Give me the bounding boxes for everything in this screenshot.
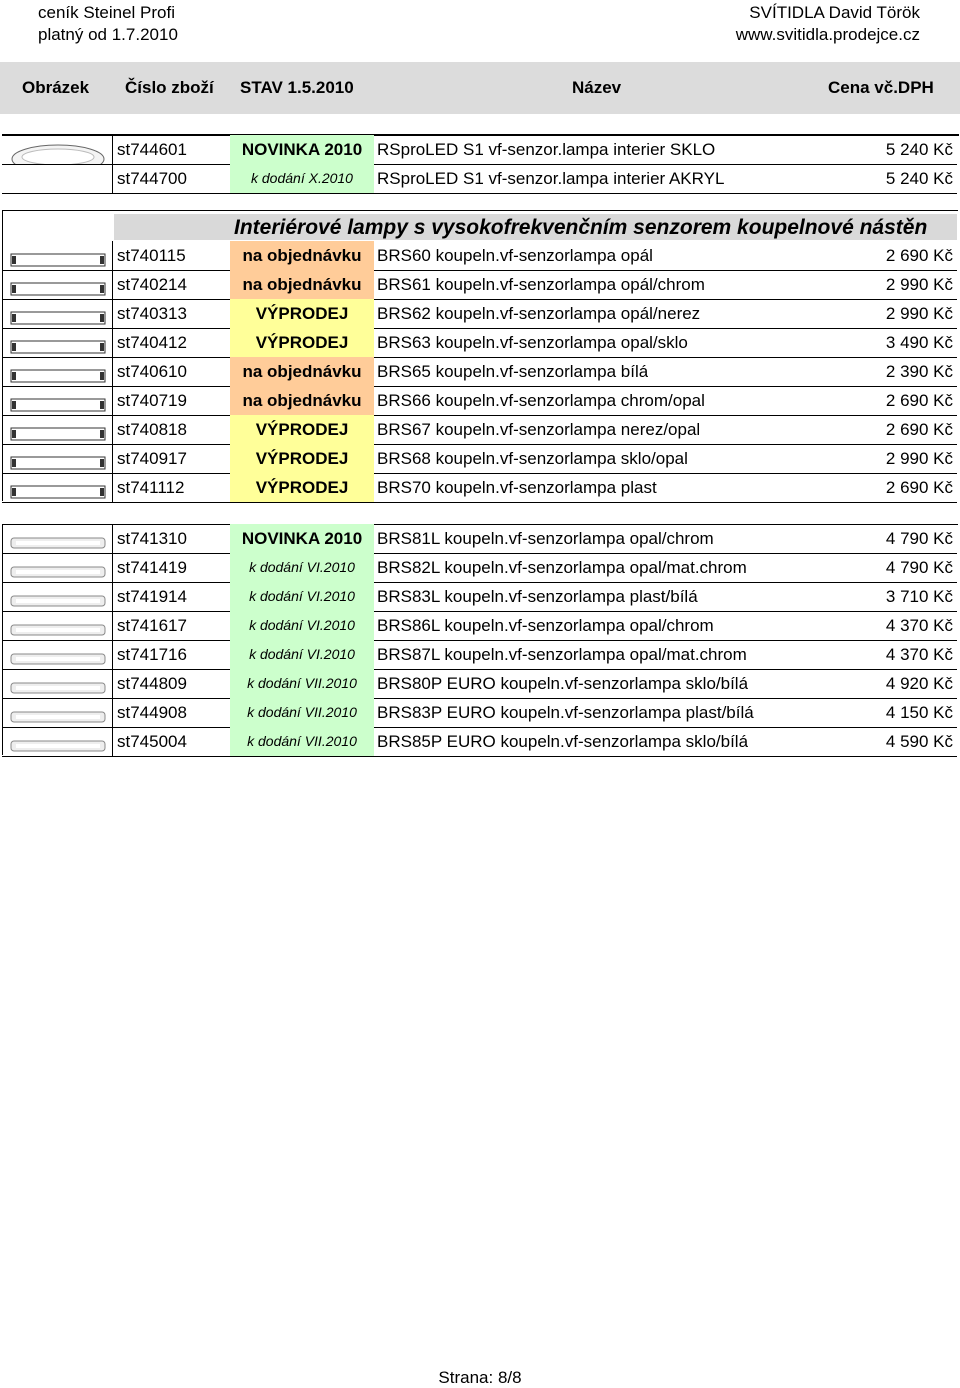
product-image	[2, 135, 113, 164]
table-row	[2, 698, 957, 728]
pricelist-title: ceník Steinel Profi	[38, 3, 176, 22]
table-row	[2, 553, 957, 583]
product-price: 4 790 Kč	[885, 558, 953, 577]
status-badge: k dodání VI.2010	[230, 582, 374, 611]
product-image	[2, 698, 113, 727]
table-row	[2, 357, 957, 387]
product-price: 2 990 Kč	[885, 275, 953, 294]
product-name: BRS70 koupeln.vf-senzorlampa plast	[377, 478, 657, 497]
table-row	[2, 473, 957, 503]
product-name: BRS66 koupeln.vf-senzorlampa chrom/opal	[377, 391, 705, 410]
product-image	[2, 524, 113, 553]
product-name: BRS80P EURO koupeln.vf-senzorlampa sklo/bílá	[377, 674, 749, 693]
bar-lamp-icon	[10, 393, 106, 415]
column-name: Název	[572, 78, 622, 97]
column-image: Obrázek	[22, 78, 90, 97]
tube-lamp-icon	[10, 734, 106, 756]
product-name: BRS83L koupeln.vf-senzorlampa plast/bílá	[377, 587, 698, 606]
column-status: STAV 1.5.2010	[240, 78, 354, 97]
status-badge: k dodání VII.2010	[230, 669, 374, 698]
bar-lamp-icon	[10, 422, 106, 444]
bar-lamp-icon	[10, 306, 106, 328]
product-name: BRS81L koupeln.vf-senzorlampa opal/chrom	[377, 529, 714, 548]
product-price: 2 690 Kč	[885, 420, 953, 439]
product-code: st745004	[117, 732, 187, 751]
product-price: 4 150 Kč	[885, 703, 953, 722]
product-code: st740313	[117, 304, 187, 323]
table-row	[2, 164, 957, 194]
product-code: st741914	[117, 587, 187, 606]
header-left	[38, 2, 178, 46]
table-row	[2, 582, 957, 612]
product-price: 5 240 Kč	[885, 140, 953, 159]
tube-lamp-icon	[10, 647, 106, 669]
product-price: 3 710 Kč	[885, 587, 953, 606]
table-row	[2, 611, 957, 641]
product-code: st740115	[117, 246, 186, 265]
bar-lamp-icon	[10, 364, 106, 386]
table-row	[2, 241, 957, 271]
product-name: BRS67 koupeln.vf-senzorlampa nerez/opal	[377, 420, 701, 439]
product-name: RSproLED S1 vf-senzor.lampa interier SKLO	[377, 140, 716, 159]
product-code: st744601	[117, 140, 187, 159]
product-price: 2 390 Kč	[885, 362, 953, 381]
table-row	[2, 386, 957, 416]
product-name: BRS62 koupeln.vf-senzorlampa opál/nerez	[377, 304, 701, 323]
product-code: st741716	[117, 645, 187, 664]
product-price: 4 370 Kč	[885, 616, 953, 635]
product-code: st740818	[117, 420, 187, 439]
product-price: 2 690 Kč	[885, 478, 953, 497]
product-image	[2, 386, 113, 415]
bar-lamp-icon	[10, 277, 106, 299]
product-image	[2, 444, 113, 473]
product-name: BRS68 koupeln.vf-senzorlampa sklo/opal	[377, 449, 688, 468]
table-row	[2, 135, 957, 165]
product-code: st741419	[117, 558, 187, 577]
status-badge: na objednávku	[230, 270, 374, 299]
product-image	[2, 473, 113, 502]
tube-lamp-icon	[10, 618, 106, 640]
table-row	[2, 270, 957, 300]
product-image	[2, 241, 113, 270]
product-code: st744809	[117, 674, 187, 693]
product-name: BRS61 koupeln.vf-senzorlampa opál/chrom	[377, 275, 705, 294]
product-code: st744700	[117, 169, 187, 188]
product-code: st740610	[117, 362, 187, 381]
product-image	[2, 357, 113, 386]
product-name: BRS85P EURO koupeln.vf-senzorlampa sklo/bílá	[377, 732, 749, 751]
product-code: st740719	[117, 391, 187, 410]
product-name: BRS82L koupeln.vf-senzorlampa opal/mat.chrom	[377, 558, 747, 577]
status-badge: na objednávku	[230, 357, 374, 386]
bar-lamp-icon	[10, 248, 106, 270]
column-code: Číslo zboží	[125, 78, 214, 97]
status-badge: NOVINKA 2010	[230, 524, 374, 553]
status-badge: VÝPRODEJ	[230, 328, 374, 357]
status-badge: na objednávku	[230, 386, 374, 415]
product-name: BRS87L koupeln.vf-senzorlampa opal/mat.chrom	[377, 645, 747, 664]
product-image	[2, 727, 113, 756]
product-image	[2, 270, 113, 299]
table-row	[2, 328, 957, 358]
product-code: st741617	[117, 616, 187, 635]
tube-lamp-icon	[10, 589, 106, 611]
bar-lamp-icon	[10, 451, 106, 473]
header-right	[736, 2, 920, 46]
column-header-row	[0, 62, 960, 114]
product-price: 4 790 Kč	[885, 529, 953, 548]
product-price: 5 240 Kč	[885, 169, 953, 188]
product-image	[2, 611, 113, 640]
table-row	[2, 640, 957, 670]
product-name: BRS63 koupeln.vf-senzorlampa opal/sklo	[377, 333, 688, 352]
tube-lamp-icon	[10, 705, 106, 727]
bar-lamp-icon	[10, 480, 106, 502]
status-badge: k dodání VI.2010	[230, 611, 374, 640]
valid-from: platný od 1.7.2010	[38, 25, 178, 44]
status-badge: VÝPRODEJ	[230, 299, 374, 328]
status-badge: k dodání VI.2010	[230, 640, 374, 669]
product-code: st741310	[117, 529, 187, 548]
tube-lamp-icon	[10, 560, 106, 582]
status-badge: VÝPRODEJ	[230, 444, 374, 473]
product-image	[2, 299, 113, 328]
column-price: Cena vč.DPH	[828, 78, 934, 97]
bar-lamp-icon	[10, 335, 106, 357]
table-row	[2, 299, 957, 329]
tube-lamp-icon	[10, 531, 106, 553]
product-price: 2 990 Kč	[885, 449, 953, 468]
product-price: 2 690 Kč	[885, 246, 953, 265]
product-image	[2, 164, 113, 193]
product-code: st740214	[117, 275, 187, 294]
product-name: BRS86L koupeln.vf-senzorlampa opal/chrom	[377, 616, 714, 635]
page-number: Strana: 8/8	[438, 1368, 522, 1387]
product-name: RSproLED S1 vf-senzor.lampa interier AKRYL	[377, 169, 725, 188]
product-price: 2 690 Kč	[885, 391, 953, 410]
status-badge: na objednávku	[230, 241, 374, 270]
status-badge: k dodání VII.2010	[230, 698, 374, 727]
product-code: st741112	[117, 478, 185, 497]
product-image	[2, 415, 113, 444]
table-row	[2, 669, 957, 699]
product-price: 4 920 Kč	[885, 674, 953, 693]
product-image	[2, 640, 113, 669]
product-name: BRS60 koupeln.vf-senzorlampa opál	[377, 246, 653, 265]
product-image	[2, 328, 113, 357]
round-ceiling-lamp-icon	[10, 139, 106, 164]
product-image	[2, 582, 113, 611]
product-code: st740412	[117, 333, 187, 352]
status-badge: k dodání VI.2010	[230, 553, 374, 582]
product-image	[2, 553, 113, 582]
table-row	[2, 524, 957, 554]
product-price: 4 590 Kč	[885, 732, 953, 751]
status-badge: NOVINKA 2010	[230, 135, 374, 164]
status-badge: VÝPRODEJ	[230, 473, 374, 502]
company-name: SVÍTIDLA David Török	[749, 3, 920, 22]
table-row	[2, 444, 957, 474]
product-price: 2 990 Kč	[885, 304, 953, 323]
section-title: Interiérové lampy s vysokofrekvenčním senzorem koupelnové nástěn	[114, 214, 957, 240]
table-row	[2, 727, 957, 757]
product-price: 4 370 Kč	[885, 645, 953, 664]
company-website[interactable]: www.svitidla.prodejce.cz	[735, 25, 920, 44]
product-price: 3 490 Kč	[885, 333, 953, 352]
product-image	[2, 669, 113, 698]
tube-lamp-icon	[10, 676, 106, 698]
status-badge: VÝPRODEJ	[230, 415, 374, 444]
status-badge: k dodání X.2010	[230, 164, 374, 193]
product-code: st740917	[117, 449, 187, 468]
product-name: BRS65 koupeln.vf-senzorlampa bílá	[377, 362, 649, 381]
table-row	[2, 415, 957, 445]
product-name: BRS83P EURO koupeln.vf-senzorlampa plast/bílá	[377, 703, 754, 722]
status-badge: k dodání VII.2010	[230, 727, 374, 756]
product-code: st744908	[117, 703, 187, 722]
